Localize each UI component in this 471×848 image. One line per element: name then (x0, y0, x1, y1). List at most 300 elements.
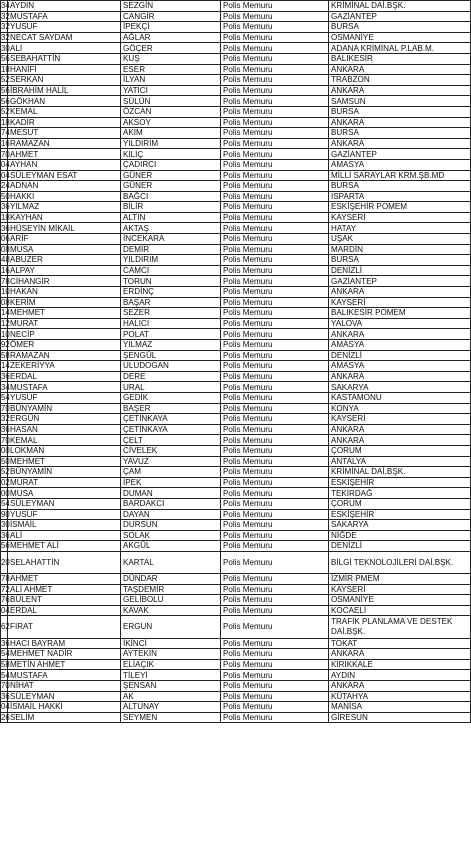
unit-cell: ANTALYA (329, 456, 471, 467)
row-number-cell: 32 (1, 414, 10, 424)
row-number-cell: 18 (1, 213, 10, 223)
table-row (1, 255, 471, 266)
rank-title-cell: Polis Memuru (221, 202, 329, 213)
last-name-cell: YILMAZ (121, 340, 221, 351)
rank-title-cell: Polis Memuru (221, 456, 329, 467)
table-row (1, 681, 471, 692)
unit-cell: KAYSERİ (329, 584, 471, 595)
last-name-cell: BİLİR (121, 202, 221, 213)
table-row (1, 212, 471, 223)
last-name-cell: İNCEKARA (121, 234, 221, 245)
rank-title-cell: Polis Memuru (221, 22, 329, 33)
row-number-cell: 78 (1, 574, 10, 584)
table-row (1, 414, 471, 425)
last-name-cell: YILDIRIM (121, 255, 221, 266)
rank-title-cell: Polis Memuru (221, 477, 329, 488)
last-name-cell: SÜLÜN (121, 96, 221, 107)
table-row (1, 106, 471, 117)
table-row (1, 340, 471, 351)
unit-cell: BURSA (329, 128, 471, 139)
table-row (1, 329, 471, 340)
table-row (1, 574, 471, 585)
rank-title-cell: Polis Memuru (221, 53, 329, 64)
row-number-cell: 70 (1, 403, 10, 413)
table-row (1, 638, 471, 649)
first-name-cell: İSMAİL (8, 520, 121, 531)
row-number-cell: 52 (1, 107, 10, 117)
row-number-cell: 54 (1, 670, 10, 680)
row-number-cell: 36 (1, 202, 10, 212)
table-row (1, 117, 471, 128)
table-row (1, 223, 471, 234)
last-name-cell: ÇETİNKAYA (121, 424, 221, 435)
first-name-cell: ERGÜN (8, 414, 121, 425)
rank-title-cell: Polis Memuru (221, 255, 329, 266)
first-name-cell: MURAT (8, 318, 121, 329)
table-row (1, 488, 471, 499)
last-name-cell: SEZER (121, 308, 221, 319)
table-row (1, 149, 471, 160)
first-name-cell: KERİM (8, 297, 121, 308)
unit-cell: ANKARA (329, 138, 471, 149)
table-row (1, 265, 471, 276)
table-row (1, 308, 471, 319)
row-number-cell: 04 (1, 170, 10, 180)
rank-title-cell: Polis Memuru (221, 11, 329, 22)
unit-cell: ANKARA (329, 85, 471, 96)
first-name-cell: HACI BAYRAM (8, 638, 121, 649)
last-name-cell: CİVELEK (121, 445, 221, 456)
unit-cell: NİĞDE (329, 530, 471, 541)
rank-title-cell: Polis Memuru (221, 361, 329, 372)
first-name-cell: HAKKI (8, 191, 121, 202)
table-row (1, 670, 471, 681)
rank-title-cell: Polis Memuru (221, 498, 329, 509)
last-name-cell: HALICI (121, 318, 221, 329)
first-name-cell: NECİP (8, 329, 121, 340)
first-name-cell: ALİ (8, 530, 121, 541)
first-name-cell: AYDIN (8, 1, 121, 12)
last-name-cell: DURSUN (121, 520, 221, 531)
last-name-cell: TORUN (121, 276, 221, 287)
unit-cell: DENİZLİ (329, 541, 471, 552)
last-name-cell: KARTAL (121, 551, 221, 573)
unit-cell: TRABZON (329, 75, 471, 86)
rank-title-cell: Polis Memuru (221, 223, 329, 234)
table-row (1, 11, 471, 22)
row-number-cell: 58 (1, 660, 10, 669)
rank-title-cell: Polis Memuru (221, 691, 329, 702)
rank-title-cell: Polis Memuru (221, 584, 329, 595)
table-row (1, 691, 471, 702)
first-name-cell: ERDAL (8, 371, 121, 382)
unit-cell: ANKARA (329, 681, 471, 692)
rank-title-cell: Polis Memuru (221, 616, 329, 638)
last-name-cell: ŞENGÜL (121, 350, 221, 361)
last-name-cell: YATICI (121, 85, 221, 96)
unit-cell: GAZİANTEP (329, 11, 471, 22)
rank-title-cell: Polis Memuru (221, 403, 329, 414)
table-row (1, 616, 471, 638)
last-name-cell: AKSOY (121, 117, 221, 128)
row-number-cell: 48 (1, 255, 10, 265)
first-name-cell: RAMAZAN (8, 138, 121, 149)
last-name-cell: ÇELT (121, 435, 221, 446)
rank-title-cell: Polis Memuru (221, 170, 329, 181)
first-name-cell: MUSA (8, 244, 121, 255)
rank-title-cell: Polis Memuru (221, 85, 329, 96)
unit-cell: ÇORUM (329, 498, 471, 509)
row-number-cell: 70 (1, 435, 10, 445)
row-number-cell: 04 (1, 702, 10, 712)
unit-cell: BURSA (329, 22, 471, 33)
rank-title-cell: Polis Memuru (221, 435, 329, 446)
table-row (1, 520, 471, 531)
unit-cell: AMASYA (329, 340, 471, 351)
unit-cell: BALIKESİR (329, 53, 471, 64)
rank-title-cell: Polis Memuru (221, 117, 329, 128)
row-number-cell: 06 (1, 234, 10, 244)
first-name-cell: FIRAT (8, 616, 121, 638)
unit-cell: DENİZLİ (329, 350, 471, 361)
unit-cell: GAZİANTEP (329, 149, 471, 160)
first-name-cell: MEHMET (8, 456, 121, 467)
first-name-cell: ARİF (8, 234, 121, 245)
unit-cell: BURSA (329, 181, 471, 192)
row-number-cell: 16 (1, 138, 10, 148)
last-name-cell: SEYMEN (121, 712, 221, 723)
first-name-cell: HAKAN (8, 287, 121, 298)
row-number-cell: 58 (1, 350, 10, 360)
row-number-cell: 52 (1, 75, 10, 85)
unit-cell: BURSA (329, 255, 471, 266)
table-row (1, 43, 471, 54)
row-number-cell: 34 (1, 1, 10, 11)
rank-title-cell: Polis Memuru (221, 244, 329, 255)
unit-cell: HATAY (329, 223, 471, 234)
row-number-cell: 00 (1, 488, 10, 498)
table-row (1, 159, 471, 170)
first-name-cell: KEMAL (8, 106, 121, 117)
last-name-cell: CAMCI (121, 265, 221, 276)
row-number-cell: 56 (1, 96, 10, 106)
rank-title-cell: Polis Memuru (221, 159, 329, 170)
row-number-cell: 24 (1, 181, 10, 191)
row-number-cell: 70 (1, 149, 10, 159)
rank-title-cell: Polis Memuru (221, 509, 329, 520)
unit-cell: AYDIN (329, 670, 471, 681)
unit-cell: ANKARA (329, 424, 471, 435)
first-name-cell: ERDAL (8, 605, 121, 616)
unit-cell: TEKİRDAĞ (329, 488, 471, 499)
row-number-cell: 08 (1, 297, 10, 307)
last-name-cell: İKİNCİ (121, 638, 221, 649)
first-name-cell: NİHAT (8, 681, 121, 692)
rank-title-cell: Polis Memuru (221, 297, 329, 308)
last-name-cell: GÖÇER (121, 43, 221, 54)
unit-cell: SAKARYA (329, 382, 471, 393)
row-number-cell: 36 (1, 530, 10, 540)
rank-title-cell: Polis Memuru (221, 670, 329, 681)
last-name-cell: GELİBOLU (121, 595, 221, 606)
first-name-cell: CİHANGİR (8, 276, 121, 287)
rank-title-cell: Polis Memuru (221, 392, 329, 403)
rank-title-cell: Polis Memuru (221, 712, 329, 723)
rank-title-cell: Polis Memuru (221, 488, 329, 499)
unit-cell: AMASYA (329, 361, 471, 372)
row-number-cell: 18 (1, 117, 10, 127)
table-row (1, 659, 471, 670)
first-name-cell: SELAHATTİN (8, 551, 121, 573)
rank-title-cell: Polis Memuru (221, 424, 329, 435)
last-name-cell: ŞENSAN (121, 681, 221, 692)
last-name-cell: CANGİR (121, 11, 221, 22)
table-row (1, 234, 471, 245)
unit-cell: GAZİANTEP (329, 276, 471, 287)
last-name-cell: İPEK (121, 477, 221, 488)
rank-title-cell: Polis Memuru (221, 318, 329, 329)
last-name-cell: DUMAN (121, 488, 221, 499)
row-number-cell: 56 (1, 541, 10, 551)
rank-title-cell: Polis Memuru (221, 595, 329, 606)
last-name-cell: DÜNDAR (121, 574, 221, 585)
last-name-cell: BAĞCI (121, 191, 221, 202)
row-number-cell: 54 (1, 393, 10, 403)
first-name-cell: YUSUF (8, 392, 121, 403)
last-name-cell: ÇADIRCI (121, 159, 221, 170)
last-name-cell: GÜNER (121, 181, 221, 192)
first-name-cell: SERKAN (8, 75, 121, 86)
row-number-cell: 50 (1, 191, 10, 201)
last-name-cell: AKIM (121, 128, 221, 139)
table-row (1, 435, 471, 446)
last-name-cell: ELİAÇIK (121, 659, 221, 670)
last-name-cell: GEDİK (121, 392, 221, 403)
unit-cell: ADANA KRİMİNAL P.LAB.M. (329, 43, 471, 54)
row-number-cell: 30 (1, 520, 10, 530)
row-number-cell: 62 (1, 616, 8, 638)
rank-title-cell: Polis Memuru (221, 371, 329, 382)
row-number-cell: 10 (1, 287, 10, 297)
unit-cell: SAKARYA (329, 520, 471, 531)
table-row (1, 350, 471, 361)
last-name-cell: DAYAN (121, 509, 221, 520)
rank-title-cell: Polis Memuru (221, 551, 329, 573)
row-number-cell: 50 (1, 456, 10, 466)
unit-cell: KRİMİNAL DAİ.BŞK. (329, 467, 471, 478)
first-name-cell: YUSUF (8, 509, 121, 520)
row-number-cell: 26 (1, 712, 10, 722)
row-number-cell: 36 (1, 223, 10, 233)
unit-cell: KAYSERİ (329, 212, 471, 223)
first-name-cell: İBRAHİM HALİL (8, 85, 121, 96)
first-name-cell: NECAT SAYDAM (8, 32, 121, 43)
unit-cell: ANKARA (329, 649, 471, 660)
first-name-cell: ALİ (8, 43, 121, 54)
table-row (1, 85, 471, 96)
last-name-cell: ERGUN (121, 616, 221, 638)
table-row (1, 551, 471, 573)
table-row (1, 32, 471, 43)
rank-title-cell: Polis Memuru (221, 445, 329, 456)
table-row (1, 181, 471, 192)
table-row (1, 530, 471, 541)
rank-title-cell: Polis Memuru (221, 638, 329, 649)
rank-title-cell: Polis Memuru (221, 541, 329, 552)
last-name-cell: AKTAŞ (121, 223, 221, 234)
first-name-cell: BÜLENT (8, 595, 121, 606)
first-name-cell: KEMAL (8, 435, 121, 446)
first-name-cell: AYHAN (8, 159, 121, 170)
first-name-cell: YUSUF (8, 22, 121, 33)
table-row (1, 456, 471, 467)
rank-title-cell: Polis Memuru (221, 574, 329, 585)
table-row (1, 445, 471, 456)
rank-title-cell: Polis Memuru (221, 64, 329, 75)
row-number-cell: 30 (1, 43, 10, 53)
row-number-cell: 20 (1, 551, 8, 573)
row-number-cell: 54 (1, 499, 10, 509)
last-name-cell: AKGÜL (121, 541, 221, 552)
unit-cell: ESKİŞEHİR (329, 509, 471, 520)
last-name-cell: POLAT (121, 329, 221, 340)
table-row (1, 403, 471, 414)
table-row (1, 595, 471, 606)
last-name-cell: BARDAKCI (121, 498, 221, 509)
row-number-cell: 36 (1, 691, 10, 701)
table-row (1, 509, 471, 520)
rank-title-cell: Polis Memuru (221, 467, 329, 478)
last-name-cell: BAŞAR (121, 297, 221, 308)
table-row (1, 138, 471, 149)
row-number-cell: 56 (1, 85, 10, 95)
last-name-cell: KUŞ (121, 53, 221, 64)
unit-cell: KIRIKKALE (329, 659, 471, 670)
table-row (1, 584, 471, 595)
first-name-cell: KAYHAN (8, 212, 121, 223)
last-name-cell: İLYAN (121, 75, 221, 86)
unit-cell: ANKARA (329, 371, 471, 382)
last-name-cell: ULUDOGAN (121, 361, 221, 372)
rank-title-cell: Polis Memuru (221, 212, 329, 223)
rank-title-cell: Polis Memuru (221, 138, 329, 149)
first-name-cell: LOKMAN (8, 445, 121, 456)
table-row (1, 276, 471, 287)
last-name-cell: AK (121, 691, 221, 702)
row-number-cell: 54 (1, 649, 10, 659)
last-name-cell: İPEKÇİ (121, 22, 221, 33)
unit-cell: BİLGİ TEKNOLOJİLERİ DAİ.BŞK. (329, 551, 471, 573)
unit-cell: KRİMİNAL DAİ.BŞK. (329, 1, 471, 12)
unit-cell: ISPARTA (329, 191, 471, 202)
table-row (1, 287, 471, 298)
unit-cell: ESKİŞEHİR (329, 477, 471, 488)
rank-title-cell: Polis Memuru (221, 308, 329, 319)
rank-title-cell: Polis Memuru (221, 149, 329, 160)
unit-cell: UŞAK (329, 234, 471, 245)
row-number-cell: 70 (1, 681, 10, 691)
row-number-cell: 32 (1, 32, 10, 42)
last-name-cell: ÇETİNKAYA (121, 414, 221, 425)
last-name-cell: TAŞDEMİR (121, 584, 221, 595)
table-row (1, 649, 471, 660)
last-name-cell: SEZGİN (121, 1, 221, 12)
rank-title-cell: Polis Memuru (221, 702, 329, 713)
row-number-cell: 34 (1, 382, 10, 392)
row-number-cell: 36 (1, 371, 10, 381)
unit-cell: BURSA (329, 106, 471, 117)
first-name-cell: ALİ AHMET (8, 584, 121, 595)
unit-cell: MİLLİ SARAYLAR KRM.ŞB.MD (329, 170, 471, 181)
row-number-cell: 74 (1, 128, 10, 138)
row-number-cell: 04 (1, 160, 10, 170)
unit-cell: KASTAMONU (329, 392, 471, 403)
table-row (1, 702, 471, 713)
last-name-cell: AĞLAR (121, 32, 221, 43)
last-name-cell: ESER (121, 64, 221, 75)
last-name-cell: ALTUNAY (121, 702, 221, 713)
rank-title-cell: Polis Memuru (221, 32, 329, 43)
first-name-cell: İSMAİL HAKKI (8, 702, 121, 713)
last-name-cell: YAVUZ (121, 456, 221, 467)
table-row (1, 361, 471, 372)
unit-cell: KÜTAHYA (329, 691, 471, 702)
first-name-cell: MUSTAFA (8, 670, 121, 681)
unit-cell: ANKARA (329, 287, 471, 298)
rank-title-cell: Polis Memuru (221, 43, 329, 54)
unit-cell: TRAFİK PLANLAMA VE DESTEK DAİ.BŞK. (329, 616, 471, 638)
rank-title-cell: Polis Memuru (221, 191, 329, 202)
first-name-cell: HANİFİ (8, 64, 121, 75)
row-number-cell: 92 (1, 340, 10, 350)
last-name-cell: DERE (121, 371, 221, 382)
table-row (1, 170, 471, 181)
table-row (1, 382, 471, 393)
rank-title-cell: Polis Memuru (221, 234, 329, 245)
rank-title-cell: Polis Memuru (221, 340, 329, 351)
unit-cell: ANKARA (329, 435, 471, 446)
table-row (1, 541, 471, 552)
first-name-cell: MEHMET ALİ (8, 541, 121, 552)
first-name-cell: HASAN (8, 424, 121, 435)
unit-cell: KONYA (329, 403, 471, 414)
rank-title-cell: Polis Memuru (221, 414, 329, 425)
table-row (1, 392, 471, 403)
unit-cell: KOCAELİ (329, 605, 471, 616)
table-row (1, 424, 471, 435)
last-name-cell: ÖZCAN (121, 106, 221, 117)
row-number-cell: 02 (1, 477, 10, 487)
rank-title-cell: Polis Memuru (221, 382, 329, 393)
rank-title-cell: Polis Memuru (221, 128, 329, 139)
rank-title-cell: Polis Memuru (221, 649, 329, 660)
table-row (1, 244, 471, 255)
first-name-cell: MURAT (8, 477, 121, 488)
first-name-cell: HÜSEYİN MİKAİL (8, 223, 121, 234)
first-name-cell: SELİM (8, 712, 121, 723)
table-row (1, 297, 471, 308)
unit-cell: GİRESUN (329, 712, 471, 723)
unit-cell: SAMSUN (329, 96, 471, 107)
last-name-cell: ALTIN (121, 212, 221, 223)
first-name-cell: ADNAN (8, 181, 121, 192)
unit-cell: KAYSERİ (329, 297, 471, 308)
row-number-cell: 76 (1, 595, 10, 605)
row-number-cell: 08 (1, 244, 10, 254)
unit-cell: DENİZLİ (329, 265, 471, 276)
rank-title-cell: Polis Memuru (221, 106, 329, 117)
first-name-cell: RAMAZAN (8, 350, 121, 361)
